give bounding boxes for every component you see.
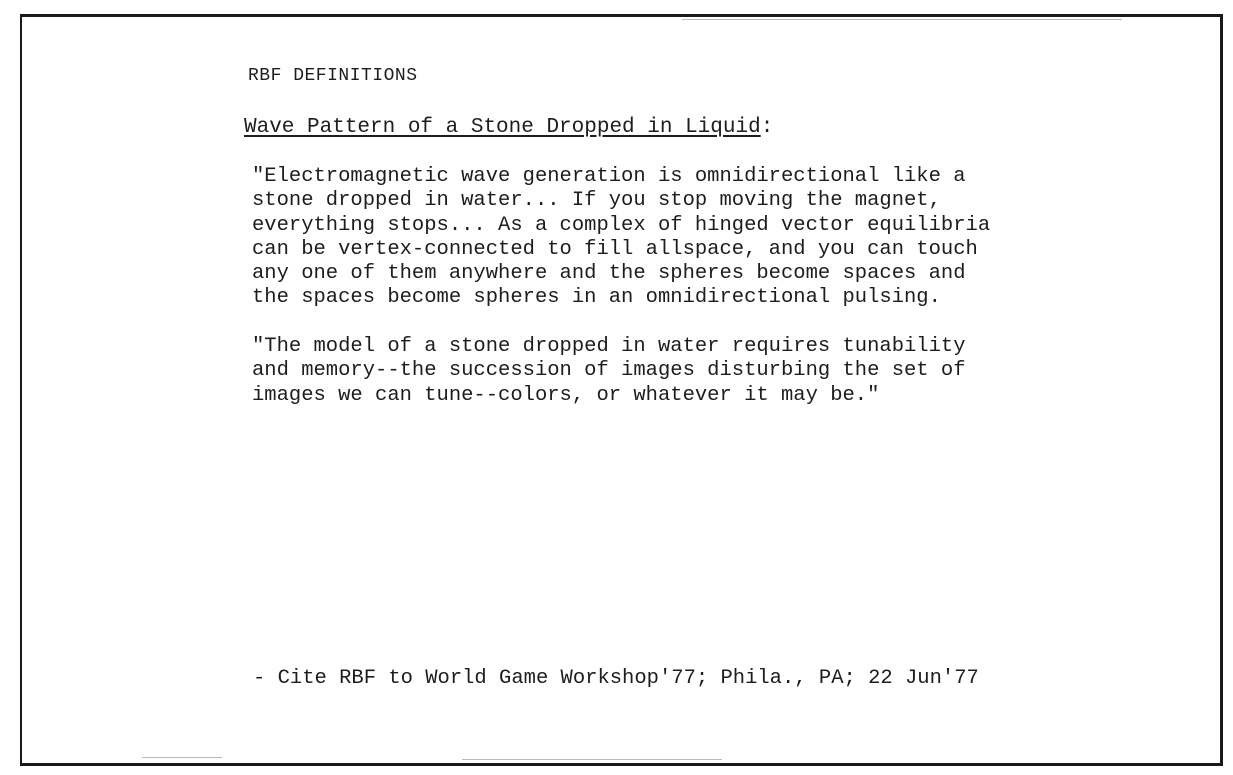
scan-artifact bbox=[682, 19, 1122, 20]
scan-artifact bbox=[142, 757, 222, 758]
scan-artifact bbox=[462, 759, 722, 760]
page-heading: RBF DEFINITIONS bbox=[248, 66, 418, 86]
definition-title-text: Wave Pattern of a Stone Dropped in Liquid bbox=[244, 116, 761, 139]
definition-card bbox=[20, 14, 1223, 766]
definition-title-colon: : bbox=[760, 116, 774, 139]
quote-paragraph-2: "The model of a stone dropped in water requires tunability and memory--the succession of images disturbing the set of images we can tune--colors, or whatever it may be." bbox=[252, 335, 966, 407]
quote-paragraph-1: "Electromagnetic wave generation is omnidirectional like a stone dropped in water... If you stop moving the magnet, everything stops... As a complex of hinged vector equilibria can be vertex-connected to fill allspace, and you can touch any one of them anywhere and the spheres become spaces and the spaces become spheres in an omnidirectional pulsing. bbox=[252, 165, 991, 310]
citation: - Cite RBF to World Game Workshop'77; Phila., PA; 22 Jun'77 bbox=[253, 667, 979, 690]
definition-title bbox=[244, 116, 773, 139]
